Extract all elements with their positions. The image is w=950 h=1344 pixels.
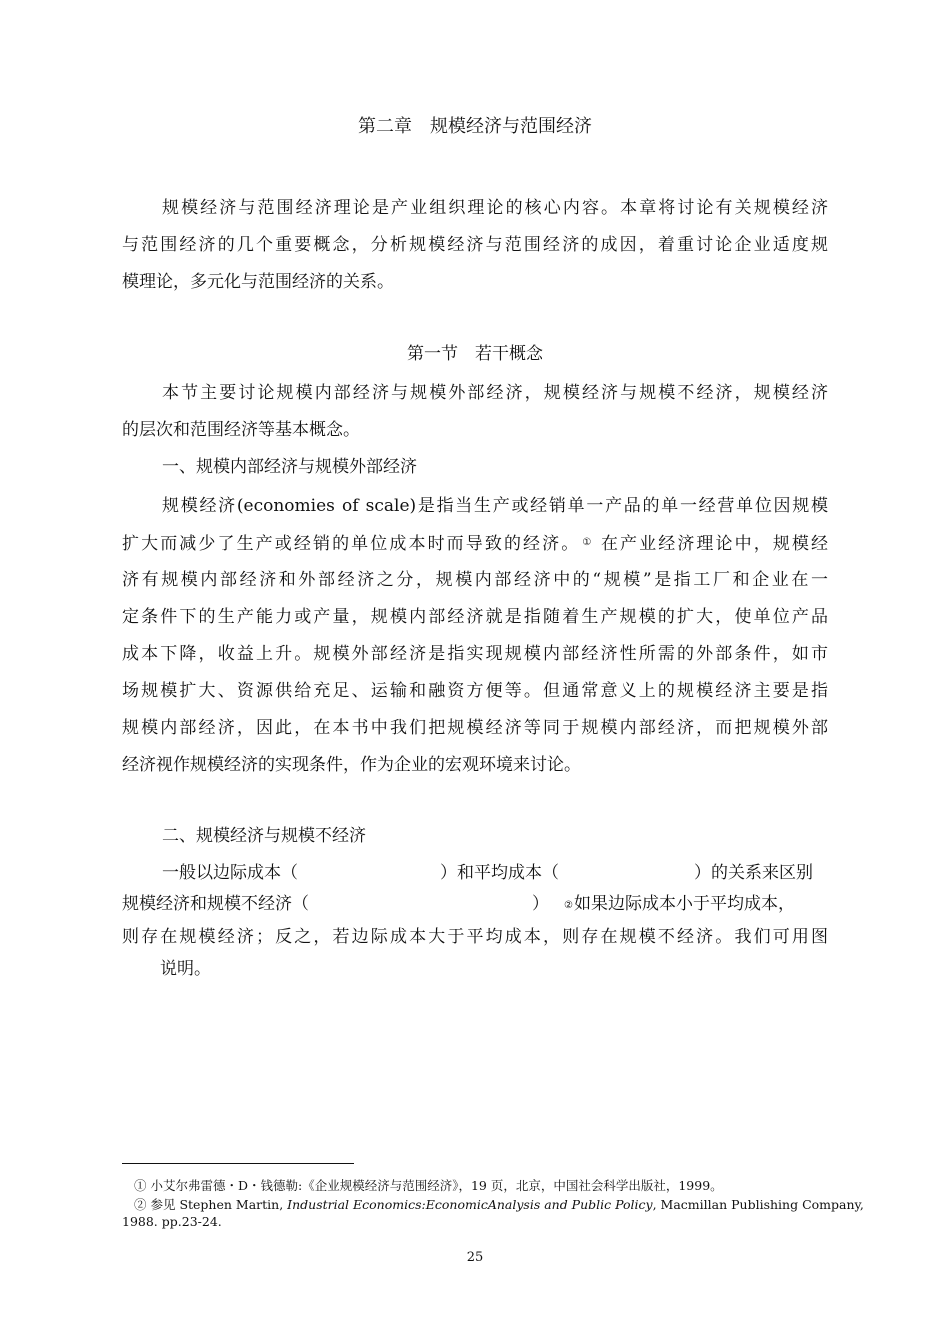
para1-line-6: 场规模扩大、资源供给充足、运输和融资方便等。但通常意义上的规模经济主要是指 <box>122 681 828 701</box>
footnote-2-text: ② 参见 Stephen Martin, <box>134 1197 288 1212</box>
section-title: 第一节 若干概念 <box>407 344 543 364</box>
para2-line-1-c: ）的关系来区别 <box>694 863 813 883</box>
section-intro-line-2: 的层次和范围经济等基本概念。 <box>122 420 360 440</box>
para1-line-2-tail: 在产业经济理论中，规模经 <box>593 534 828 554</box>
page-number: 25 <box>466 1250 484 1265</box>
para1-line-2 <box>122 531 828 555</box>
para2-line-2 <box>122 892 828 916</box>
para2-line-2-a: 规模经济和规模不经济（ <box>122 894 309 914</box>
footnote-2 <box>134 1196 864 1213</box>
para1-line-3: 济有规模内部经济和外部经济之分，规模内部经济中的“规模”是指工厂和企业在一 <box>122 570 828 590</box>
footnote-ref-2: ② <box>564 900 573 911</box>
section-intro-line-1: 本节主要讨论规模内部经济与规模外部经济，规模经济与规模不经济，规模经济 <box>162 383 828 403</box>
para2-line-3: 则存在规模经济；反之，若边际成本大于平均成本，则存在规模不经济。我们可用图 <box>122 927 828 947</box>
subsection-heading-2: 二、规模经济与规模不经济 <box>162 826 366 846</box>
para1-line-5: 成本下降，收益上升。规模外部经济是指实现规模内部经济性所需的外部条件，如市 <box>122 644 828 664</box>
para1-line-1: 规模经济(economies of scale)是指当生产或经销单一产品的单一经营单位因规模 <box>162 496 828 516</box>
footnote-ref-1: ① <box>582 537 594 548</box>
subsection-heading-1: 一、规模内部经济与规模外部经济 <box>162 457 417 477</box>
intro-line-1: 规模经济与范围经济理论是产业组织理论的核心内容。本章将讨论有关规模经济 <box>162 198 828 218</box>
para2-line-1 <box>162 861 828 885</box>
para2-line-4: 说明。 <box>160 959 211 979</box>
intro-line-2: 与范围经济的几个重要概念，分析规模经济与范围经济的成因，着重讨论企业适度规 <box>122 235 828 255</box>
para1-line-8: 经济视作规模经济的实现条件，作为企业的宏观环境来讨论。 <box>122 755 581 775</box>
para2-line-2-b: ） <box>532 894 549 914</box>
intro-line-3: 模理论，多元化与范围经济的关系。 <box>122 272 394 292</box>
para2-line-2-c: 如果边际成本小于平均成本， <box>574 894 795 914</box>
para1-line-7: 规模内部经济，因此，在本书中我们把规模经济等同于规模内部经济，而把规模外部 <box>122 718 828 738</box>
chapter-title: 第二章 规模经济与范围经济 <box>358 116 592 137</box>
footnote-2-continued: 1988. pp.23-24. <box>122 1214 222 1229</box>
para1-line-2-text: 扩大而减少了生产或经销的单位成本时而导致的经济。 <box>122 534 581 554</box>
footnote-1: ① 小艾尔弗雷德・D・钱德勒:《企业规模经济与范围经济》，19 页，北京，中国社会科学出版社，1999。 <box>134 1178 723 1193</box>
footnote-2-book-title: Industrial Economics:EconomicAnalysis and Public Policy <box>287 1197 653 1212</box>
para2-line-1-b: ）和平均成本（ <box>440 863 559 883</box>
para2-line-1-a: 一般以边际成本（ <box>162 863 298 883</box>
footnote-separator <box>122 1163 354 1164</box>
para1-line-4: 定条件下的生产能力或产量，规模内部经济就是指随着生产规模的扩大，使单位产品 <box>122 607 828 627</box>
footnote-2-publisher: , Macmillan Publishing Company, <box>652 1197 864 1212</box>
